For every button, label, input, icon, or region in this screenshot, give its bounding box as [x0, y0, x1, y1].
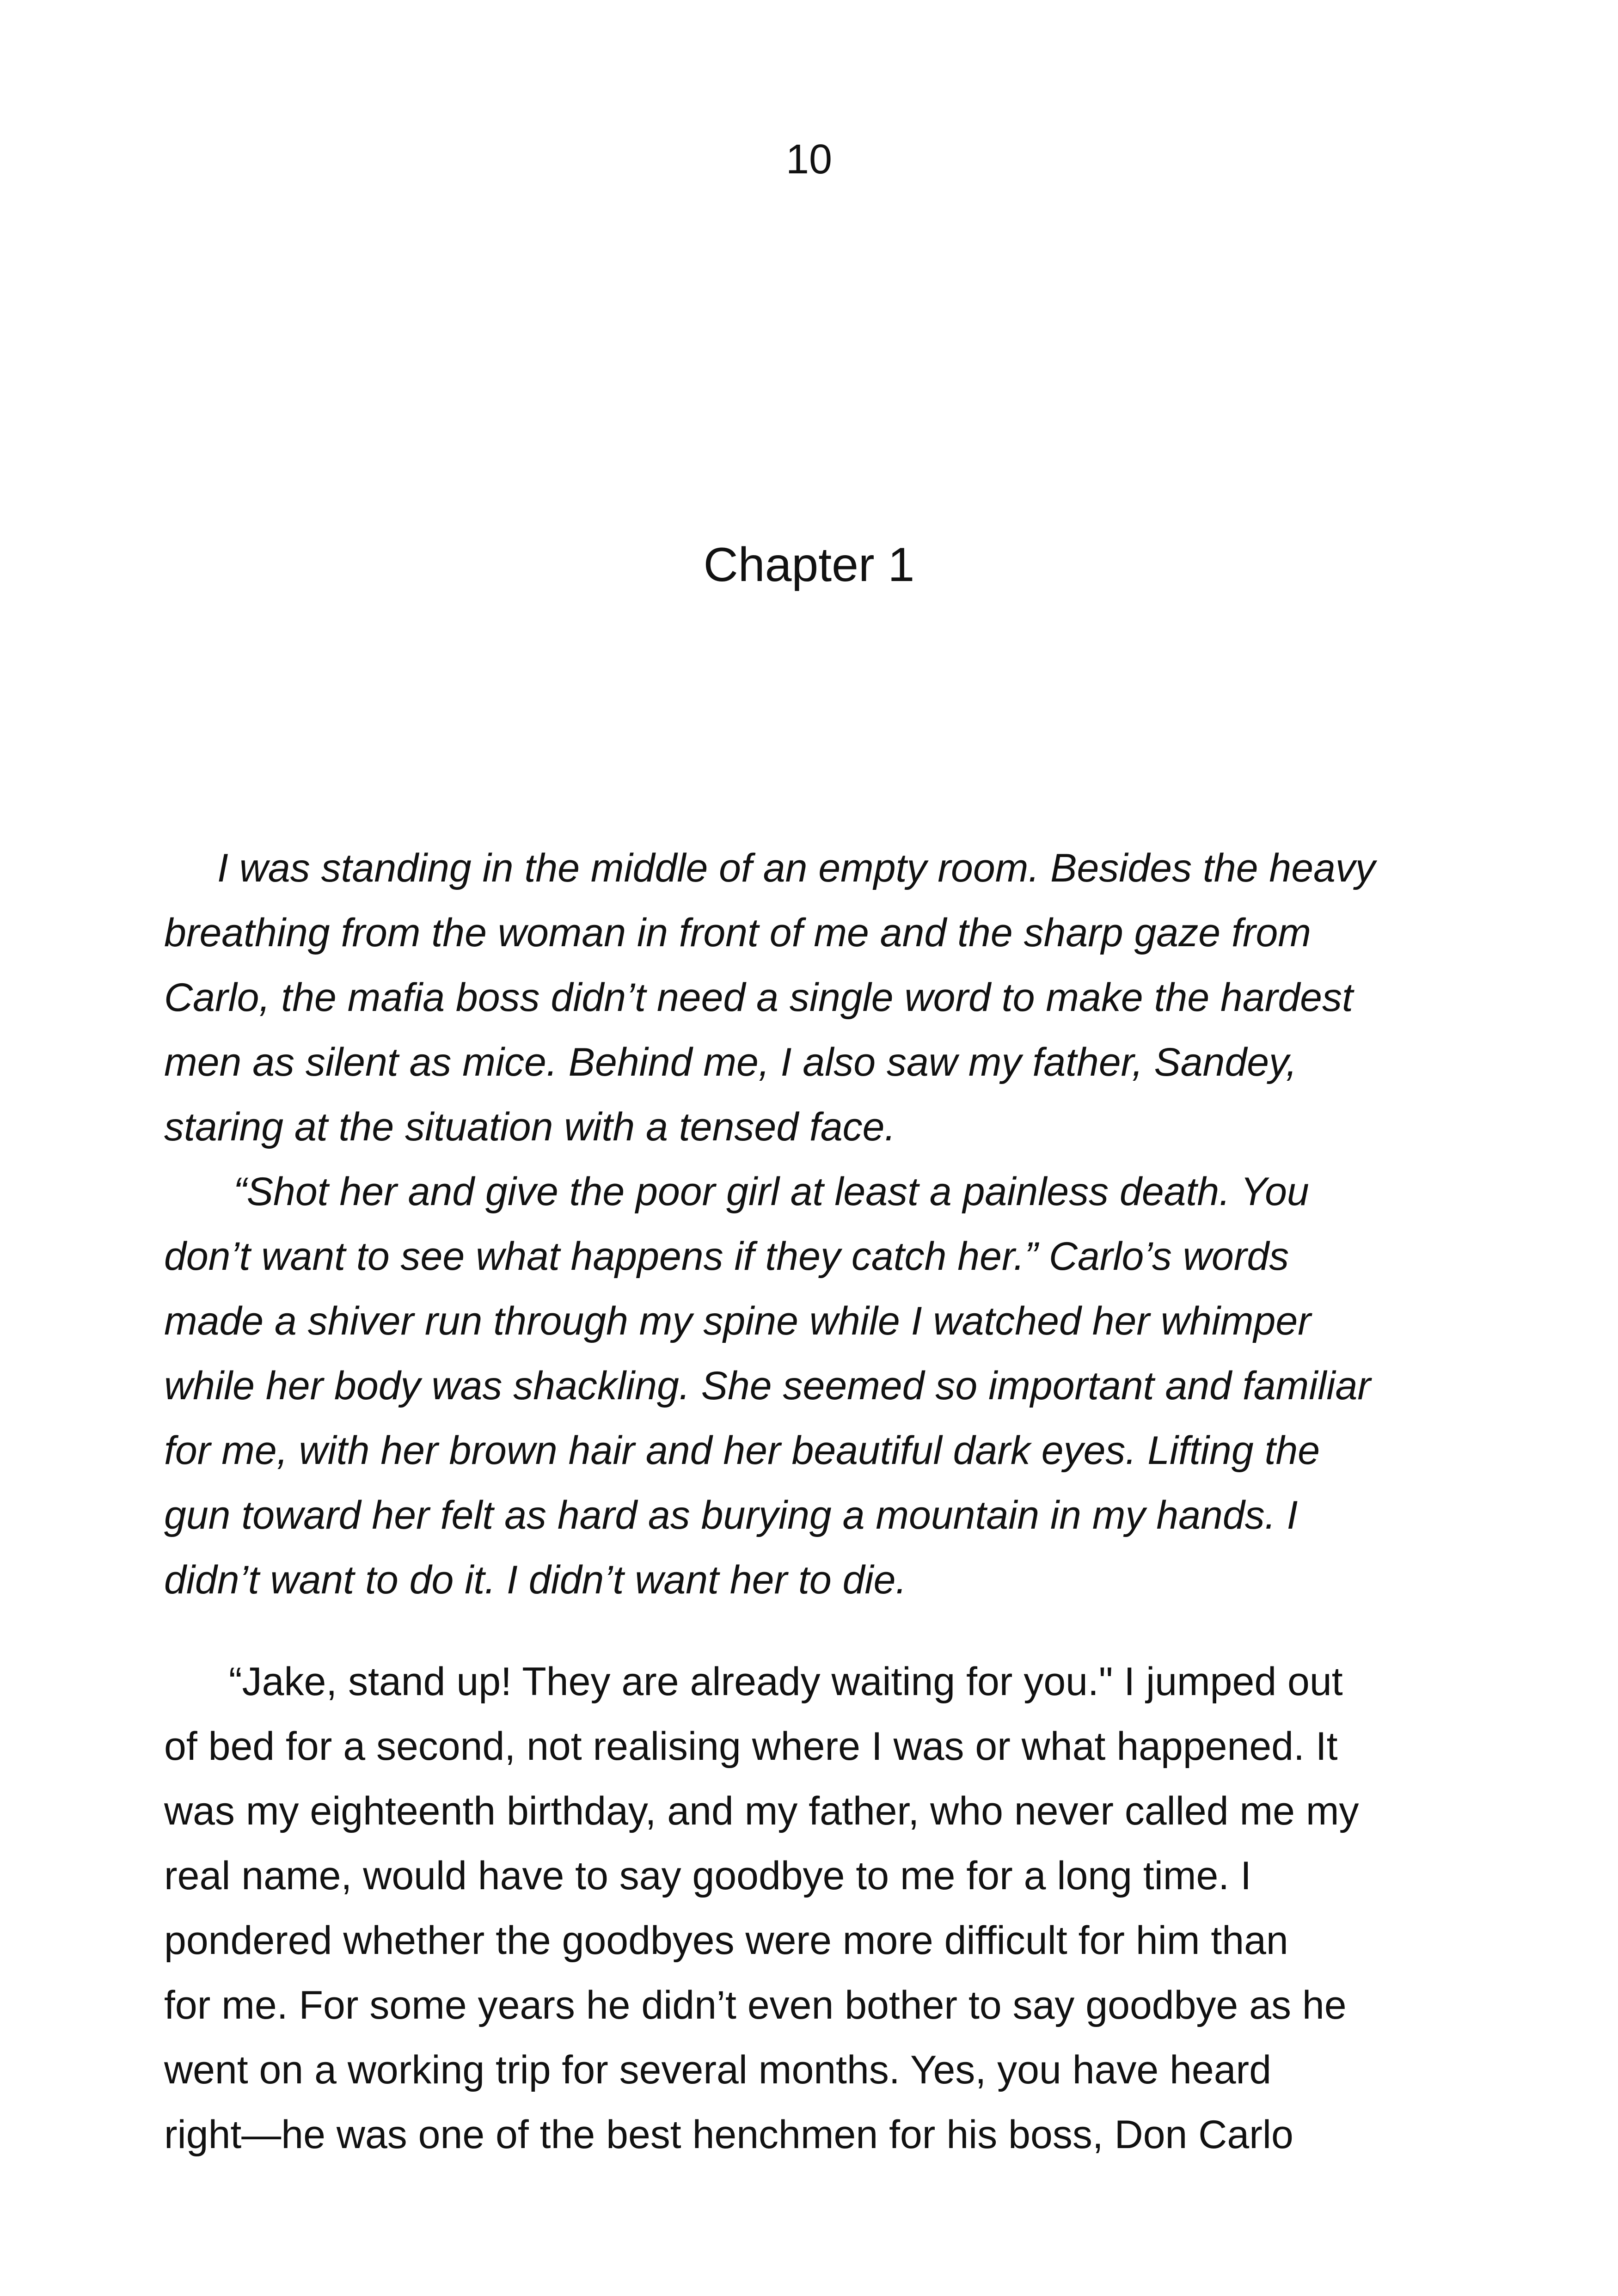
body-line: right—he was one of the best henchmen for his boss, Don Carlo [164, 2112, 1293, 2157]
dream-line: staring at the situation with a tensed face. [164, 1105, 896, 1149]
dream-line: men as silent as mice. Behind me, I also saw my father, Sandey, [164, 1040, 1297, 1084]
body-line: for me. For some years he didn’t even bother to say goodbye as he [164, 1983, 1347, 2027]
page-number: 10 [785, 136, 833, 183]
chapter-title: Chapter 1 [703, 538, 915, 592]
dream-line: while her body was shackling. She seemed so important and familiar [164, 1364, 1371, 1408]
dream-line: “Shot her and give the poor girl at least a painless death. You [233, 1169, 1309, 1214]
dream-line: for me, with her brown hair and her beautiful dark eyes. Lifting the [164, 1428, 1320, 1473]
body-line: real name, would have to say goodbye to me for a long time. I [164, 1854, 1251, 1898]
dream-line: breathing from the woman in front of me and the sharp gaze from [164, 911, 1311, 955]
dream-line: gun toward her felt as hard as burying a mountain in my hands. I [164, 1493, 1298, 1537]
body-line: went on a working trip for several months. Yes, you have heard [164, 2048, 1272, 2092]
body-line: pondered whether the goodbyes were more difficult for him than [164, 1918, 1288, 1963]
dream-line: I was standing in the middle of an empty room. Besides the heavy [217, 846, 1375, 890]
body-line: “Jake, stand up! They are already waiting for you." I jumped out [229, 1659, 1343, 1704]
dream-line: don’t want to see what happens if they catch her.” Carlo’s words [164, 1234, 1289, 1279]
dream-line: made a shiver run through my spine while I watched her whimper [164, 1299, 1311, 1343]
body-line: was my eighteenth birthday, and my father, who never called me my [164, 1789, 1359, 1833]
dream-line: didn’t want to do it. I didn’t want her to die. [164, 1558, 907, 1602]
body-line: of bed for a second, not realising where I was or what happened. It [164, 1724, 1338, 1769]
dream-line: Carlo, the mafia boss didn’t need a single word to make the hardest [164, 975, 1353, 1020]
